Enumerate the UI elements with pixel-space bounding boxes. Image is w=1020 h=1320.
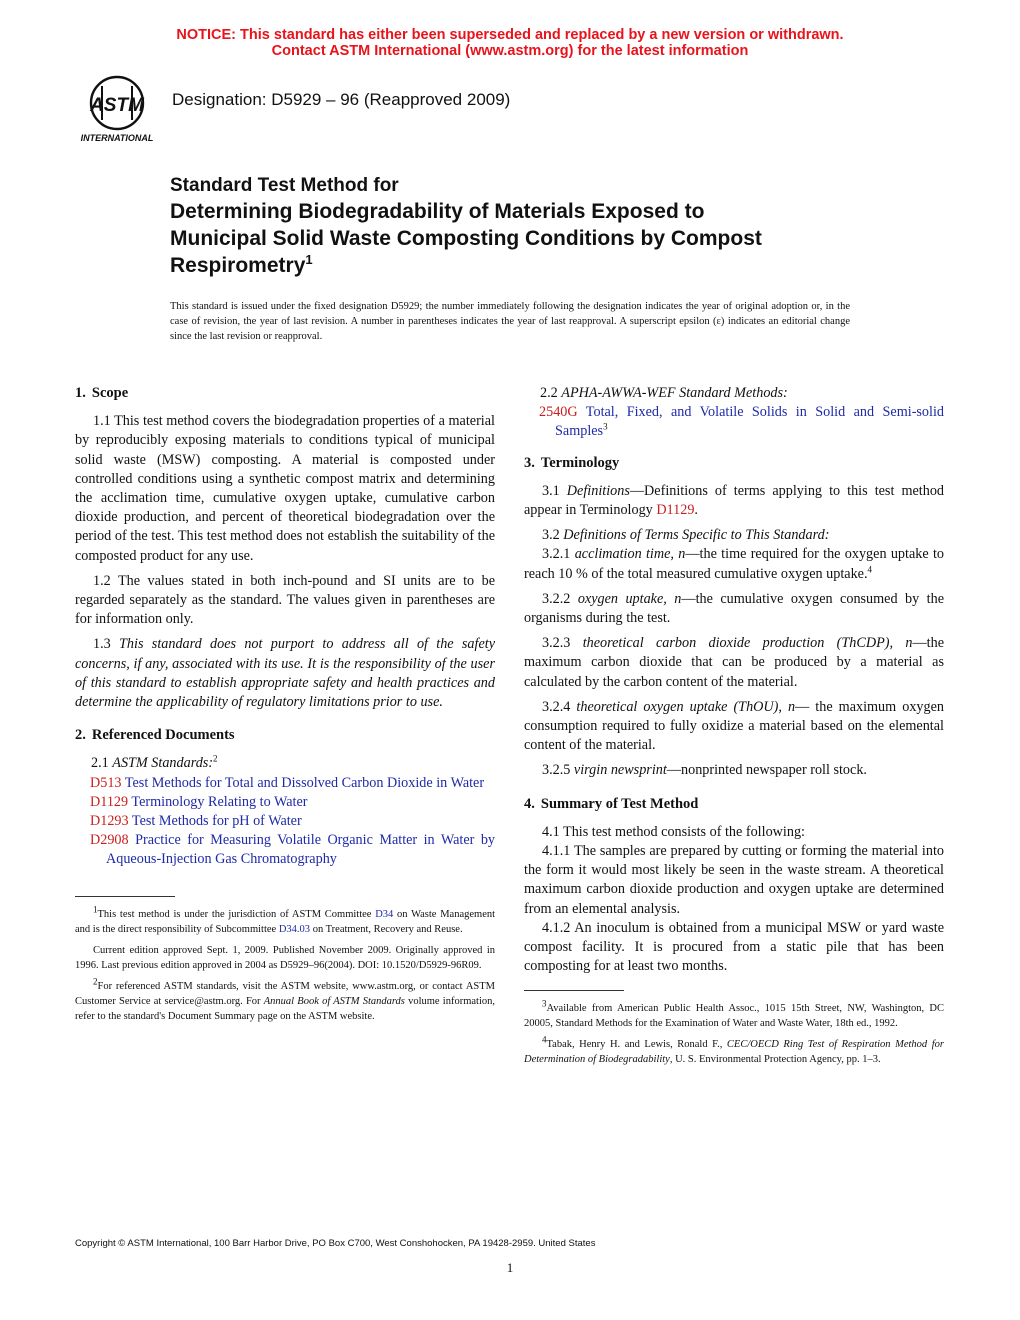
para-4-1-2: 4.1.2 An inoculum is obtained from a municipal MSW or yard waste compost facility. It is procured from a static pile that has been composting for at least two months. [524, 919, 944, 975]
footnote-link-d34[interactable]: D34 [375, 908, 394, 920]
astm-logo [72, 74, 162, 144]
def-3-2-3: 3.2.3 theoretical carbon dioxide production (ThCDP), n—the maximum carbon dioxide that can be produced by a material as calculated by the carbon content of the material. [524, 635, 945, 690]
def-3-2-1: 3.2.1 acclimation time, n—the time required for the oxygen uptake to reach 10 % of the total measured cumulative oxygen uptake.$^4$ [524, 546, 944, 582]
para-3-2: 3.2 Definitions of Terms Specific to This Standard: [542, 527, 830, 544]
issued-note: This standard is issued under the fixed designation D5929; the number immediately following the designation indicates the year of original adoption or, in the case of revision, the year of last revision. A number in parentheses indicates the year of last reapproval. A superscript epsilon (ε) indicates an editorial change since the last revision or reapproval. [170, 301, 850, 342]
section-2-heading: 2. Referenced Documents [75, 727, 235, 744]
astm-standards-label: 2.1 ASTM Standards:$^2$ [91, 753, 218, 772]
def-3-2-4: 3.2.4 theoretical oxygen uptake (ThOU), n— the maximum oxygen consumption required to fully oxidize a material based on the elemental content of the material. [524, 698, 944, 754]
ref-item-2540g[interactable]: 2540G Total, Fixed, and Volatile Solids in Solid and Semi-solid Samples$^3$ [539, 404, 945, 440]
title-line-2: Determining Biodegradability of Materials Exposed to [170, 200, 705, 223]
copyright-footer: Copyright © ASTM International, 100 Barr Harbor Drive, PO Box C700, West Conshohocken, PA 19428-2959. United States [75, 1238, 596, 1249]
section-3-heading: 3. Terminology [524, 454, 620, 471]
ref-item-d1293[interactable]: D1293 Test Methods for pH of Water [90, 813, 302, 830]
footnote-2: $^2$For referenced ASTM standards, visit the ASTM website, www.astm.org, or contact ASTM Customer Service at service@astm.org. For Annual Book of ASTM Standards volume information, refer to the standard's Document Summary page on the ASTM website. [75, 976, 495, 1022]
section-1-heading: 1. Scope [75, 385, 129, 401]
section-4-heading: 4. Summary of Test Method [524, 795, 699, 812]
footnote-4: $^4$Tabak, Henry H. and Lewis, Ronald F., CEC/OECD Ring Test of Respiration Method for Determination of Biodegradability, U. S. Environmental Protection Agency, pp. 1–3. [524, 1034, 944, 1066]
title-line-4: Respirometry [170, 254, 306, 277]
title-line-3: Municipal Solid Waste Composting Conditions by Compost [170, 227, 762, 250]
para-4-1: 4.1 This test method consists of the following: [542, 823, 805, 840]
footnote-divider-left [75, 896, 175, 897]
footnote-divider-right [524, 990, 624, 991]
footnote-1-edition: Current edition approved Sept. 1, 2009. Published November 2009. Originally approved in 1996. Last previous edition approved in 2004 as D5929–96(2004). DOI: 10.1520/D5929-96R09. [75, 944, 495, 971]
notice-line-2: Contact ASTM International (www.astm.org) for the latest information [271, 43, 749, 59]
notice-line-1: NOTICE: This standard has either been superseded and replaced by a new version or withdrawn. [176, 27, 844, 43]
para-4-1-1: 4.1.1 The samples are prepared by cutting or forming the material into the form it would most likely be seen in the waste stream. A theoretical maximum carbon dioxide production and oxygen uptake are determined from an elemental analysis. [524, 843, 944, 917]
ref-item-d513[interactable]: D513 Test Methods for Total and Dissolved Carbon Dioxide in Water [90, 774, 485, 791]
footnote-1: $^1$This test method is under the jurisdiction of ASTM Committee D34 on Waste Management and is the direct responsibility of Subcommittee D34.03 on Treatment, Recovery and Reuse. [75, 904, 496, 935]
terminology-link-d1129[interactable]: D1129 [656, 502, 695, 519]
page-number: 1 [506, 1260, 514, 1275]
designation: Designation: D5929 – 96 (Reapproved 2009) [172, 90, 511, 109]
footnote-3: $^3$Available from American Public Health Assoc., 1015 15th Street, NW, Washington, DC 20005, Standard Methods for the Examination of Water and Waste Water, 18th ed., 1992. [524, 998, 944, 1030]
right-column [524, 384, 944, 1073]
footnote-link-d34-03[interactable]: D34.03 [278, 923, 311, 935]
logo-sub: INTERNATIONAL [80, 133, 154, 143]
def-3-2-5: 3.2.5 virgin newsprint—nonprinted newspaper roll stock. [542, 762, 867, 779]
apha-standards-label: 2.2 APHA-AWWA-WEF Standard Methods: [540, 385, 788, 401]
para-1-2: 1.2 The values stated in both inch-pound and SI units are to be regarded separately as the standard. The values given in parentheses are for information only. [75, 572, 495, 628]
logo-brand: ASTM [90, 95, 144, 116]
ref-item-d2908[interactable]: D2908 Practice for Measuring Volatile Organic Matter in Water by Aqueous-Injection Gas Chromatography [90, 832, 496, 868]
def-3-2-2: 3.2.2 oxygen uptake, n—the cumulative oxygen consumed by the organisms during the test. [524, 590, 944, 627]
title-line-1: Standard Test Method for [170, 175, 399, 196]
document-title [170, 174, 890, 279]
para-1-3: 1.3 This standard does not purport to address all of the safety concerns, if any, associated with its use. It is the responsibility of the user of this standard to establish appropriate safety and health practices and determine the applicability of regulatory limitations prior to use. [75, 636, 495, 711]
para-1-1: 1.1 This test method covers the biodegradation properties of a material by reproducibly exposing materials to conditions typical of municipal solid waste (MSW) composting. A material is composted under controlled conditions using a synthetic compost matrix and determining the acclimation time, cumulative oxygen uptake, cumulative carbon dioxide production, and percent of theoretical biodegradation over the period of the test. This test method does not establish the suitability of the composted product for any use. [75, 413, 495, 564]
para-3-1: 3.1 Definitions—Definitions of terms applying to this test method appear in Terminology D1129. [524, 482, 945, 519]
notice-banner [0, 27, 1020, 59]
ref-item-d1129[interactable]: D1129 Terminology Relating to Water [90, 793, 308, 810]
left-column [75, 384, 495, 1030]
title-footnote-mark: 1 [305, 252, 313, 267]
